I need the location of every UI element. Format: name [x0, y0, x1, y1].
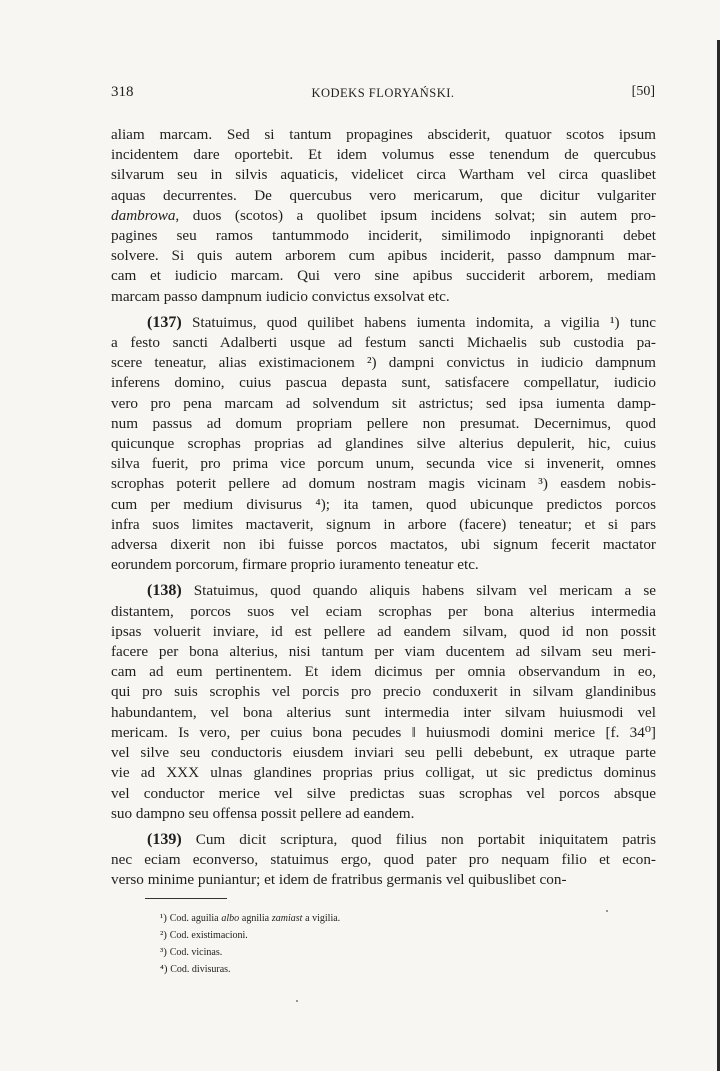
text-line: quicunque scrophas proprias ad glandines silve alterius depulerit, hic, cuius: [111, 435, 656, 453]
running-title: KODEKS FLORYAŃSKI.: [311, 86, 455, 100]
text-line: num passus ad domum propriam pellere non presumat. Decernimus, quod: [111, 414, 656, 432]
text-line: aquas decurrentes. De quercubus vero mericarum, que dicitur vulgariter: [111, 186, 656, 204]
page-number: 318: [111, 84, 134, 100]
text-line: aliam marcam. Sed si tantum propagines absciderit, quatuor scotos ipsum: [111, 126, 656, 143]
paragraph-continued: [111, 125, 656, 307]
text-line: (139) Cum dicit scriptura, quod filius non portabit iniquitatem patris: [147, 830, 657, 848]
text-line: scrophas poterit pellere ad domum nostram magis vicinam ³) easdem nobis-: [111, 475, 656, 493]
footnote-rule: [145, 898, 227, 899]
text-line: pagines seu ramos tantummodo inciderit, similimodo inpignoranti debet: [111, 227, 656, 245]
running-header: [111, 84, 655, 106]
text-line: marcam passo dampnum iudicio convictus exsolvat etc.: [111, 287, 450, 305]
text-line: silva fuerit, pro prima vice porcum unum, secunda vice si invenerit, omnes: [111, 455, 656, 473]
text-line: habundantem, vel bona alterius sunt intermedia inter silvam huiusmodi vel: [111, 703, 656, 721]
text-line: silvarum seu in silvis aquaticis, videlicet circa Wartham vel circa quaslibet: [111, 166, 656, 184]
text-line: nec eciam econverso, statuimus ergo, quod pater pro nequam filio et econ-: [111, 851, 656, 869]
text-line: cum per medium divisurus ⁴); ita tamen, quod ubicunque predictos porcos: [111, 495, 656, 513]
footnote-1: ¹) Cod. aguilia albo agnilia zamiast a vigilia.: [160, 912, 341, 924]
text-line: qui pro suis scrophis vel porcis pro precio conduxerit in silvam glandinibus: [111, 683, 656, 701]
text-line: vel silve seu conductoris eiusdem inviari seu pelli debebunt, ex utraque parte: [111, 744, 656, 762]
text-line: suo dampno seu offensa possit pellere ad eandem.: [111, 804, 415, 822]
text-line: eorundem porcorum, firmare proprio iuramento teneatur etc.: [111, 556, 479, 574]
folio-number: [50]: [631, 84, 655, 99]
main-text: [111, 125, 656, 897]
footnote-4: ⁴) Cod. divisuras.: [160, 963, 231, 975]
paragraph-139: [111, 830, 656, 891]
text-line: distantem, porcos suos vel eciam scrophas per bona alterius intermedia: [111, 602, 656, 620]
text-line: vie ad XXX ulnas glandines proprias prius colligat, ut sic predictus dominus: [111, 764, 656, 782]
text-line: cam ad eum pertinentem. Et idem dicimus per omnia observandum in eo,: [111, 663, 656, 681]
text-line: scere teneatur, alias existimacionem ²) dampni convictus in iudicio dampnum: [111, 354, 656, 372]
text-line: (138) Statuimus, quod quando aliquis habens silvam vel mericam a se: [147, 582, 656, 600]
text-line: adversa dixerit non ibi fuisse porcos mactatos, ubi signum fecerit mactator: [111, 536, 656, 554]
paragraph-137: [111, 313, 656, 576]
text-line: infra suos limites mactaverit, signum in arbore (facere) teneatur; et si pars: [111, 515, 656, 533]
text-line: incidentem dare oportebit. Et idem volumus esse tenendum de quercubus: [111, 146, 656, 164]
speck: [606, 910, 608, 912]
text-line: a festo sancti Adalberti usque ad festum sancti Michaelis sub custodia pa-: [111, 334, 656, 352]
section-number: (138): [147, 582, 182, 600]
text-line: dambrowa, duos (scotos) a quolibet ipsum incidens solvat; sin autem pro-: [111, 206, 656, 224]
section-number: (137): [147, 313, 182, 331]
text-line: (137) Statuimus, quod quilibet habens iumenta indomita, a vigilia ¹) tunc: [147, 313, 656, 331]
text-line: inferens domino, cuius pascua depasta sunt, satisfacere compellatur, iudicio: [111, 374, 656, 392]
text-line: mericam. Is vero, per cuius bona pecudes ‖ huiusmodi domini merice [f. 34⁰]: [111, 723, 656, 741]
footnote-3: ³) Cod. vicinas.: [160, 946, 223, 958]
speck: [296, 1000, 298, 1002]
text-line: vel conductor merice vel silve predictas suas scrophas vel porcos absque: [111, 784, 656, 802]
text-line: ipsas voluerit inviare, id est pellere ad eandem silvam, quod id non possit: [111, 622, 656, 640]
text-line: vero pro pena marcam ad solvendum sit astrictus; sed ipsa iumenta damp-: [111, 394, 656, 412]
text-line: cam et iudicio marcam. Qui vero sine apibus succiderit arborem, mediam: [111, 267, 656, 285]
section-number: (139): [147, 830, 182, 848]
footnotes: [160, 910, 340, 978]
text-line: facere per bona alterius, nisi tantum per viam ducentem ad silvam seu meri-: [111, 643, 656, 661]
footnote-2: ²) Cod. existimacioni.: [160, 929, 248, 941]
text-line: verso minime puniantur; et idem de fratribus germanis vel quibuslibet con-: [111, 871, 567, 889]
text-line: solvere. Si quis autem arborem cum apibus inciderit, passo dampnum mar-: [111, 247, 656, 265]
paragraph-138: [111, 581, 656, 823]
